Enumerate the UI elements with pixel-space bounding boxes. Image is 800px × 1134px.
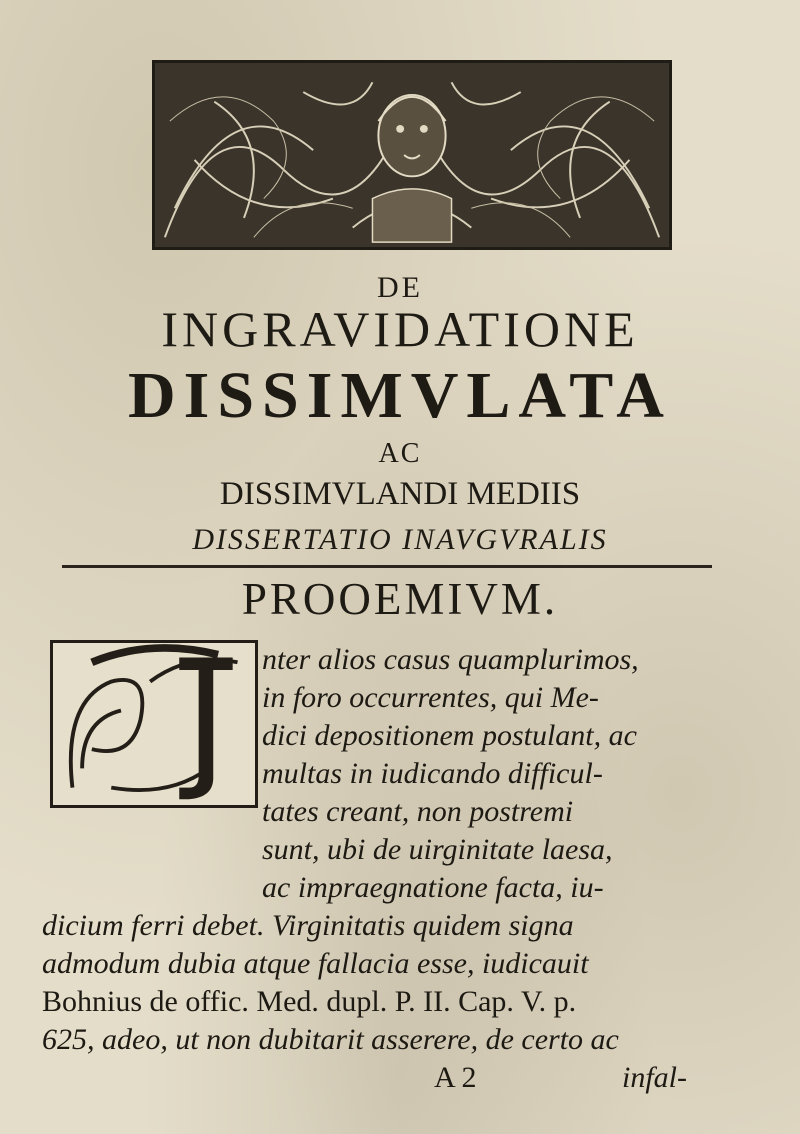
body-line: dicium ferri debet. Virginitatis quidem signa bbox=[42, 909, 574, 942]
title-de: DE bbox=[377, 271, 423, 304]
body-line: tates creant, non postremi bbox=[262, 795, 574, 828]
title-dissimulandi-mediis: DISSIMVLANDI MEDIIS bbox=[219, 476, 581, 512]
body-line: nter alios casus quamplurimos, bbox=[262, 643, 639, 676]
body-line: Bohnius de offic. Med. dupl. P. II. Cap. V. p. bbox=[42, 985, 577, 1018]
body-line: dici depositionem postulant, ac bbox=[262, 719, 637, 752]
body-line: sunt, ubi de uirginitate laesa, bbox=[262, 833, 613, 866]
title-dissertatio-inauguralis: DISSERTATIO INAVGVRALIS bbox=[192, 523, 608, 556]
title-ac: AC bbox=[378, 438, 422, 469]
title-ingravidatione: INGRAVIDATIONE bbox=[161, 301, 639, 357]
section-heading-prooemium: PROOEMIVM. bbox=[241, 574, 559, 624]
title-dissimulata: DISSIMVLATA bbox=[128, 359, 672, 432]
signature-mark: A 2 bbox=[434, 1061, 477, 1094]
body-line: admodum dubia atque fallacia esse, iudicauit bbox=[42, 947, 589, 980]
body-line: ac impraegnatione facta, iu- bbox=[262, 871, 604, 904]
title-rule bbox=[62, 565, 712, 568]
decorated-initial bbox=[50, 640, 258, 808]
body-line: in foro occurrentes, qui Me- bbox=[262, 681, 599, 714]
body-line: 625, adeo, ut non dubitarit asserere, de certo ac bbox=[42, 1023, 619, 1056]
catchword: infal- bbox=[622, 1061, 687, 1094]
engraving-icon bbox=[155, 63, 669, 247]
body-line: multas in iudicando difficul- bbox=[262, 757, 603, 790]
headpiece-ornament bbox=[152, 60, 672, 250]
initial-letter-icon bbox=[53, 643, 255, 805]
